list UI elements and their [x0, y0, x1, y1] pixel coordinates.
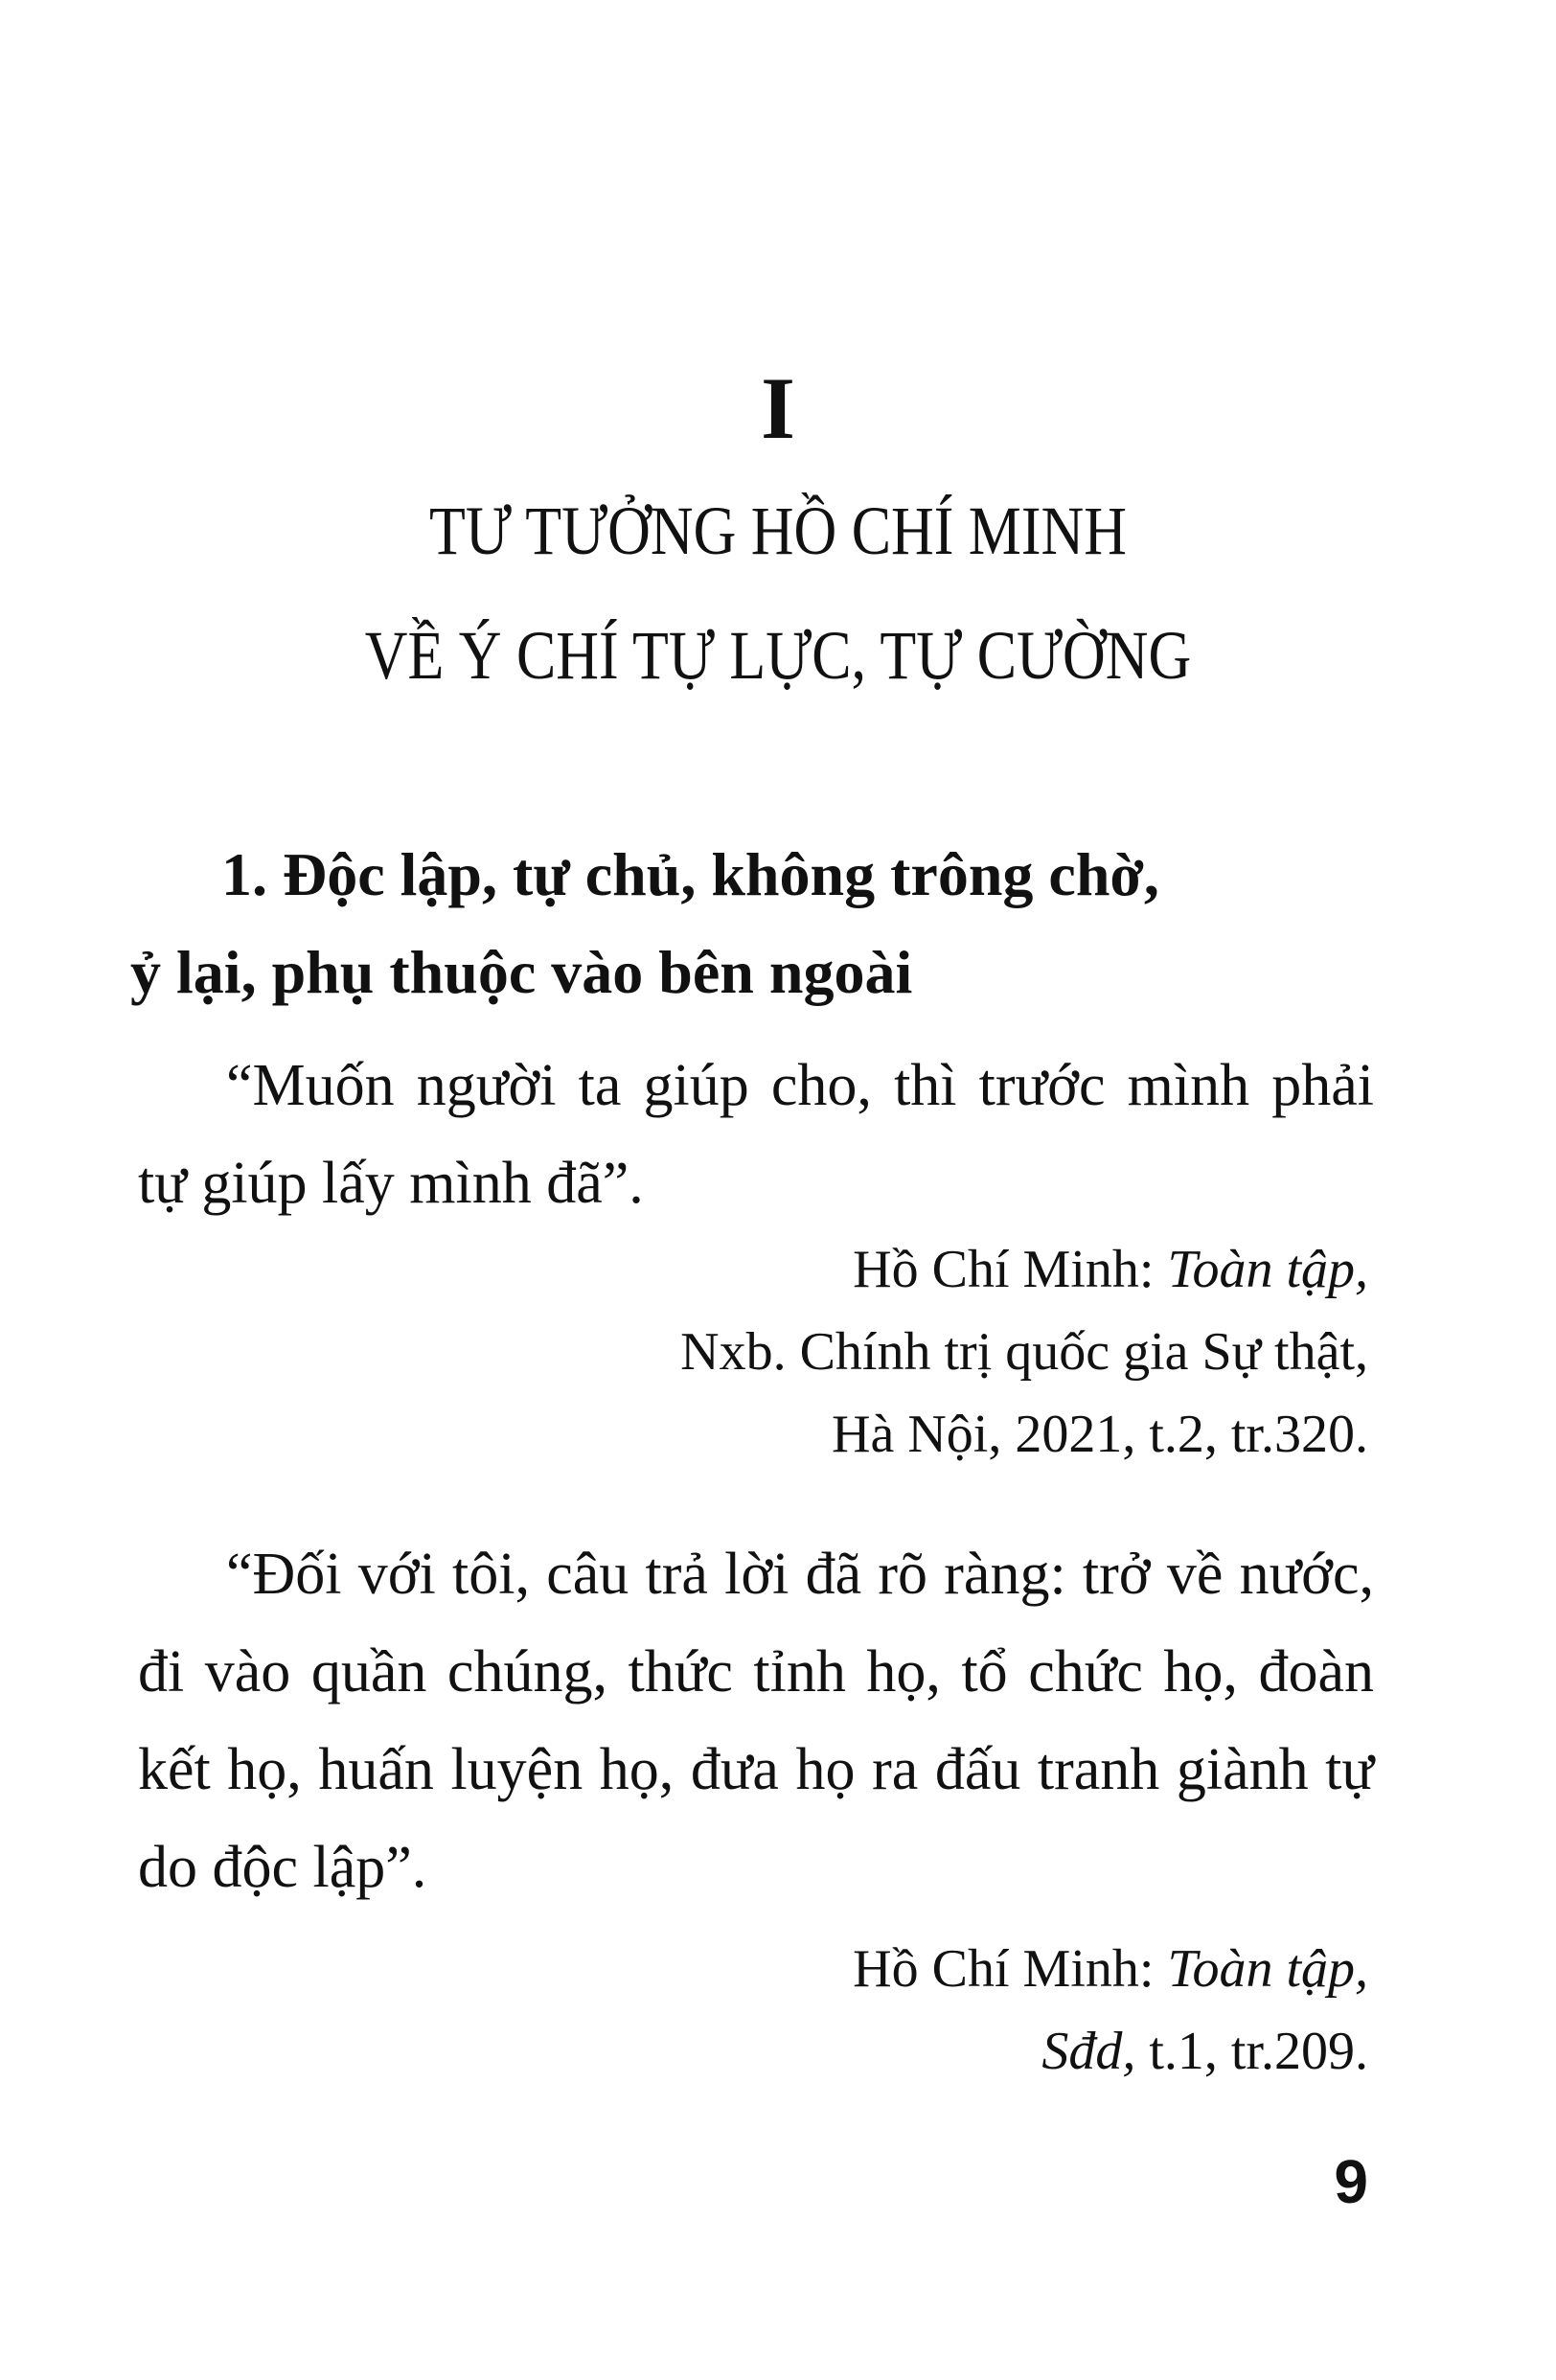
quote-paragraph-2: “Đối với tôi, câu trả lời đã rõ ràng: trở về nước, đi vào quần chúng, thức tỉnh họ, tổ chức họ, đoàn kết họ, huấn luyện họ, đưa họ ra đấu tranh giành tự do độc lập”.	[138, 1542, 1374, 1900]
page-number: 9	[1334, 2147, 1368, 2216]
section-heading	[130, 826, 1376, 1021]
chapter-title-line-2: VỀ Ý CHÍ TỰ LỰC, TỰ CƯỜNG	[364, 617, 1192, 694]
citation-1-line-2: Nxb. Chính trị quốc gia Sự thật,	[680, 1322, 1368, 1382]
citation-2-pages: t.1, tr.209.	[1135, 2022, 1368, 2081]
citation-1-line-3: Hà Nội, 2021, t.2, tr.320.	[832, 1405, 1368, 1464]
citation-2-line-2	[314, 2010, 1368, 2093]
chapter-number: I	[761, 359, 795, 457]
citation-2-work-title: Toàn tập,	[1167, 1939, 1368, 1999]
citation-2-sdd: Sđd,	[1041, 2022, 1136, 2081]
citation-1-line-1	[314, 1228, 1368, 1311]
chapter-title-line-1: TƯ TƯỞNG HỒ CHÍ MINH	[429, 492, 1127, 569]
citation-1	[314, 1228, 1368, 1476]
citation-2-author: Hồ Chí Minh:	[853, 1939, 1168, 1999]
section-heading-line-1: 1. Độc lập, tự chủ, không trông chờ,	[221, 840, 1159, 908]
citation-1-work-title: Toàn tập,	[1167, 1240, 1368, 1299]
citation-2	[314, 1928, 1368, 2093]
citation-1-author: Hồ Chí Minh:	[853, 1240, 1168, 1299]
quote-paragraph-1: “Muốn người ta giúp cho, thì trước mình phải tự giúp lấy mình đã”.	[138, 1053, 1374, 1216]
citation-2-line-1	[314, 1928, 1368, 2010]
section-heading-line-2: ỷ lại, phụ thuộc vào bên ngoài	[130, 938, 913, 1006]
